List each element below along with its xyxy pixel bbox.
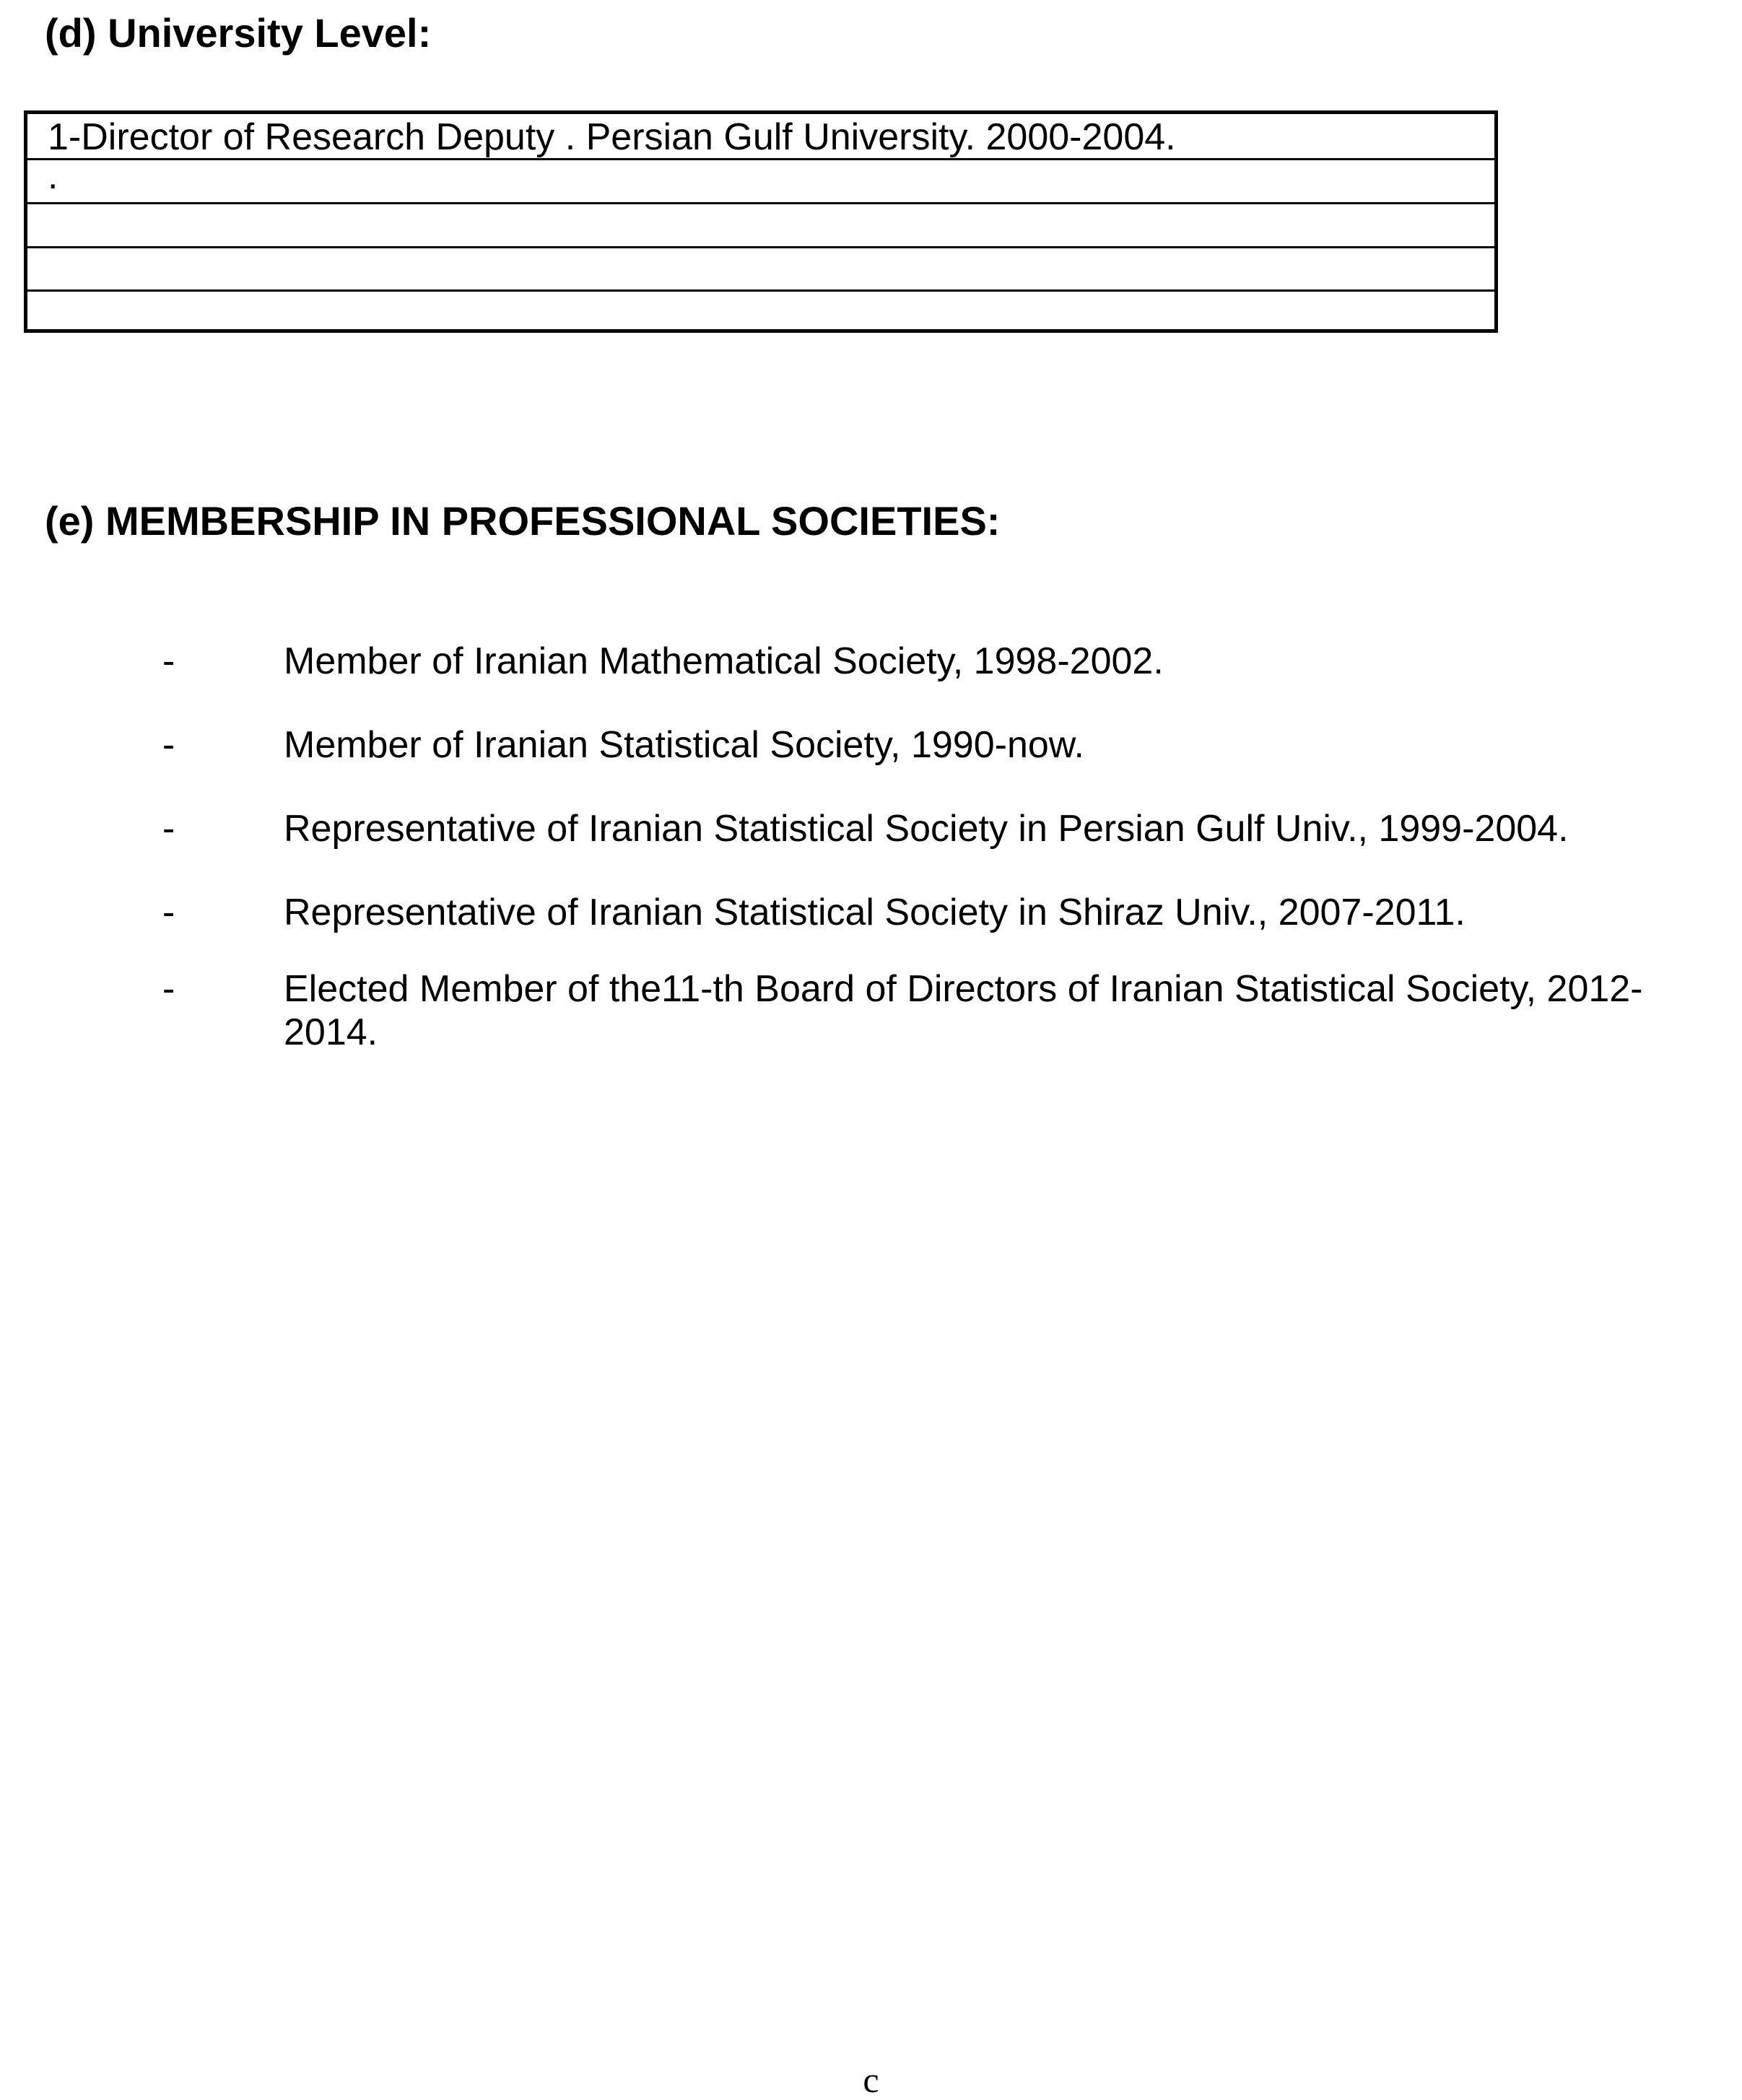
table-row xyxy=(27,289,1494,329)
list-bullet: - xyxy=(162,724,175,766)
table-cell: 1-Director of Research Deputy . Persian Gulf University. 2000-2004. xyxy=(48,116,1176,158)
list-item-text: Representative of Iranian Statistical Society in Persian Gulf Univ., 1999-2004. xyxy=(284,808,1569,850)
page-number: c xyxy=(863,2060,879,2100)
section-heading-university-level: (d) University Level: xyxy=(45,10,432,56)
list-bullet: - xyxy=(162,892,175,933)
list-bullet: - xyxy=(162,808,175,850)
table-row xyxy=(27,246,1494,289)
section-heading-memberships: (e) MEMBERSHIP IN PROFESSIONAL SOCIETIES: xyxy=(45,498,1001,544)
list-item-text: Member of Iranian Statistical Society, 1990-now. xyxy=(284,724,1084,766)
list-bullet: - xyxy=(162,968,175,1010)
list-bullet: - xyxy=(162,640,175,682)
table-row xyxy=(27,114,1494,158)
list-item-text: Representative of Iranian Statistical Society in Shiraz Univ., 2007-2011. xyxy=(284,892,1466,933)
university-level-table xyxy=(24,110,1498,333)
table-cell: . xyxy=(48,158,58,197)
table-row xyxy=(27,158,1494,202)
list-item-text: Elected Member of the11-th Board of Directors of Iranian Statistical Society, 2012-2014. xyxy=(284,968,1643,1053)
table-row xyxy=(27,202,1494,246)
list-item-text: Member of Iranian Mathematical Society, 1998-2002. xyxy=(284,640,1164,682)
